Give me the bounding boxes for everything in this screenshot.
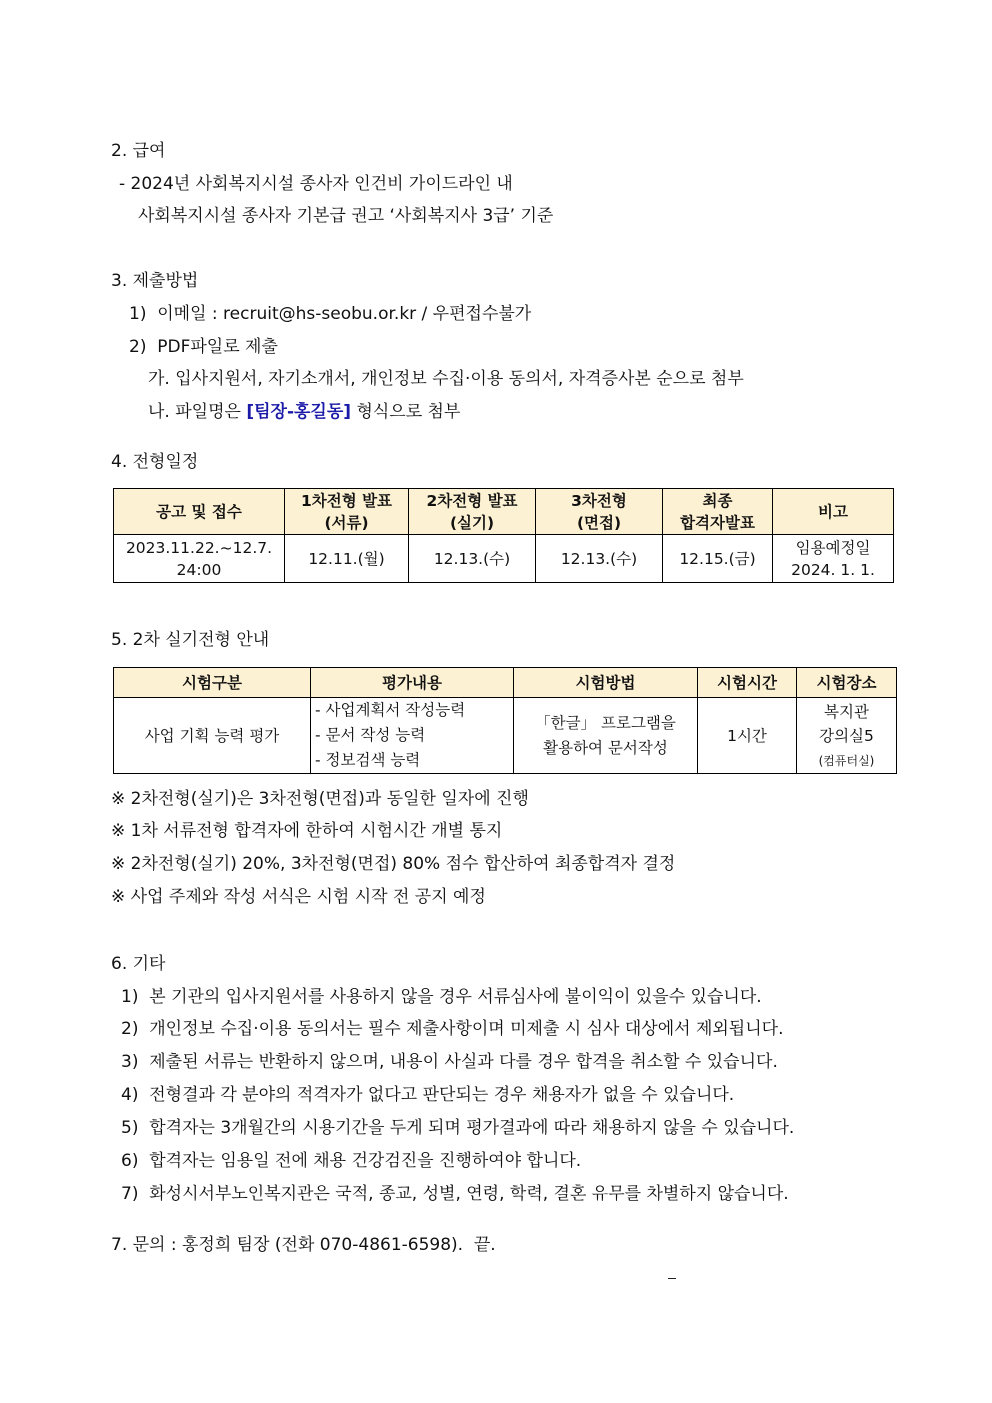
exam-note: ※ 2차전형(실기)은 3차전형(면접)과 동일한 일자에 진행: [111, 789, 529, 809]
section6-heading: 6. 기타: [111, 954, 166, 974]
exam-place-cell: 복지관 강의실5 (컴퓨터실): [797, 698, 897, 774]
exam-time-cell: 1시간: [698, 698, 797, 774]
exam-header-cell: 시험방법: [514, 668, 698, 698]
section3-item1: 1) 이메일 : recruit@hs-seobu.or.kr / 우편접수불가: [129, 304, 532, 324]
exam-header-cell: 시험구분: [114, 668, 311, 698]
sub-na-prefix: 나. 파일명은: [148, 402, 247, 422]
schedule-row: [114, 535, 894, 583]
etc-item: 6) 합격자는 임용일 전에 채용 건강검진을 진행하여야 합니다.: [121, 1151, 582, 1171]
etc-item: 7) 화성시서부노인복지관은 국적, 종교, 성별, 연령, 학력, 결혼 유무를 차별하지 않습니다.: [121, 1184, 789, 1204]
schedule-header-cell: 최종 합격자발표: [663, 489, 773, 535]
schedule-header-cell: 비고: [773, 489, 894, 535]
schedule-cell: 임용예정일 2024. 1. 1.: [773, 535, 894, 583]
schedule-header-row: [114, 489, 894, 535]
etc-item: 2) 개인정보 수집·이용 동의서는 필수 제출사항이며 미제출 시 심사 대상에서 제외됩니다.: [121, 1019, 784, 1039]
exam-category-cell: 사업 기획 능력 평가: [114, 698, 311, 774]
exam-header-cell: 시험시간: [698, 668, 797, 698]
etc-item: 3) 제출된 서류는 반환하지 않으며, 내용이 사실과 다를 경우 합격을 취소할 수 있습니다.: [121, 1052, 778, 1072]
schedule-header-cell: 공고 및 접수: [114, 489, 285, 535]
exam-header-row: [114, 668, 897, 698]
etc-item: 1) 본 기관의 입사지원서를 사용하지 않을 경우 서류심사에 불이익이 있을수 있습니다.: [121, 987, 762, 1007]
schedule-cell: 12.15.(금): [663, 535, 773, 583]
schedule-cell: 2023.11.22.~12.7. 24:00: [114, 535, 285, 583]
schedule-header-cell: 2차전형 발표 (실기): [409, 489, 536, 535]
schedule-cell: 12.13.(수): [409, 535, 536, 583]
practical-exam-table: [113, 667, 897, 774]
exam-contents-cell: - 사업계획서 작성능력 - 문서 작성 능력 - 정보검색 능력: [311, 698, 514, 774]
etc-item: 4) 전형결과 각 분야의 적격자가 없다고 판단되는 경우 채용자가 없을 수 있습니다.: [121, 1085, 735, 1105]
filename-format: [팀장-홍길동]: [246, 402, 352, 422]
contact-line: 7. 문의 : 홍정희 팀장 (전화 070-4861-6598). 끝.: [111, 1235, 496, 1255]
section4-heading: 4. 전형일정: [111, 452, 199, 472]
exam-note: ※ 1차 서류전형 합격자에 한하여 시험시간 개별 통지: [111, 821, 503, 841]
section2-heading: 2. 급여: [111, 141, 166, 161]
section2-line1: - 2024년 사회복지시설 종사자 인건비 가이드라인 내: [119, 174, 513, 194]
section3-item2: 2) PDF파일로 제출: [129, 337, 278, 357]
section3-sub-na: [148, 401, 460, 423]
exam-header-cell: 시험장소: [797, 668, 897, 698]
section3-sub-ga: 가. 입사지원서, 자기소개서, 개인정보 수집·이용 동의서, 자격증사본 순으로 첨부: [148, 369, 744, 389]
schedule-header-cell: 1차전형 발표 (서류): [285, 489, 409, 535]
section3-heading: 3. 제출방법: [111, 271, 199, 291]
exam-note: ※ 2차전형(실기) 20%, 3차전형(면접) 80% 점수 합산하여 최종합격자 결정: [111, 854, 676, 874]
page-footer-dash: [668, 1278, 676, 1279]
section2-line2: 사회복지시설 종사자 기본급 권고 ‘사회복지사 3급’ 기준: [138, 206, 554, 226]
exam-method-cell: 「한글」 프로그램을 활용하여 문서작성: [514, 698, 698, 774]
exam-header-cell: 평가내용: [311, 668, 514, 698]
schedule-cell: 12.11.(월): [285, 535, 409, 583]
exam-row: [114, 698, 897, 774]
sub-na-suffix: 형식으로 첨부: [351, 402, 461, 422]
schedule-header-cell: 3차전형 (면접): [536, 489, 663, 535]
exam-note: ※ 사업 주제와 작성 서식은 시험 시작 전 공지 예정: [111, 887, 486, 907]
etc-item: 5) 합격자는 3개월간의 시용기간을 두게 되며 평가결과에 따라 채용하지 않을 수 있습니다.: [121, 1118, 795, 1138]
section5-heading: 5. 2차 실기전형 안내: [111, 630, 270, 650]
schedule-table: [113, 488, 894, 583]
schedule-cell: 12.13.(수): [536, 535, 663, 583]
